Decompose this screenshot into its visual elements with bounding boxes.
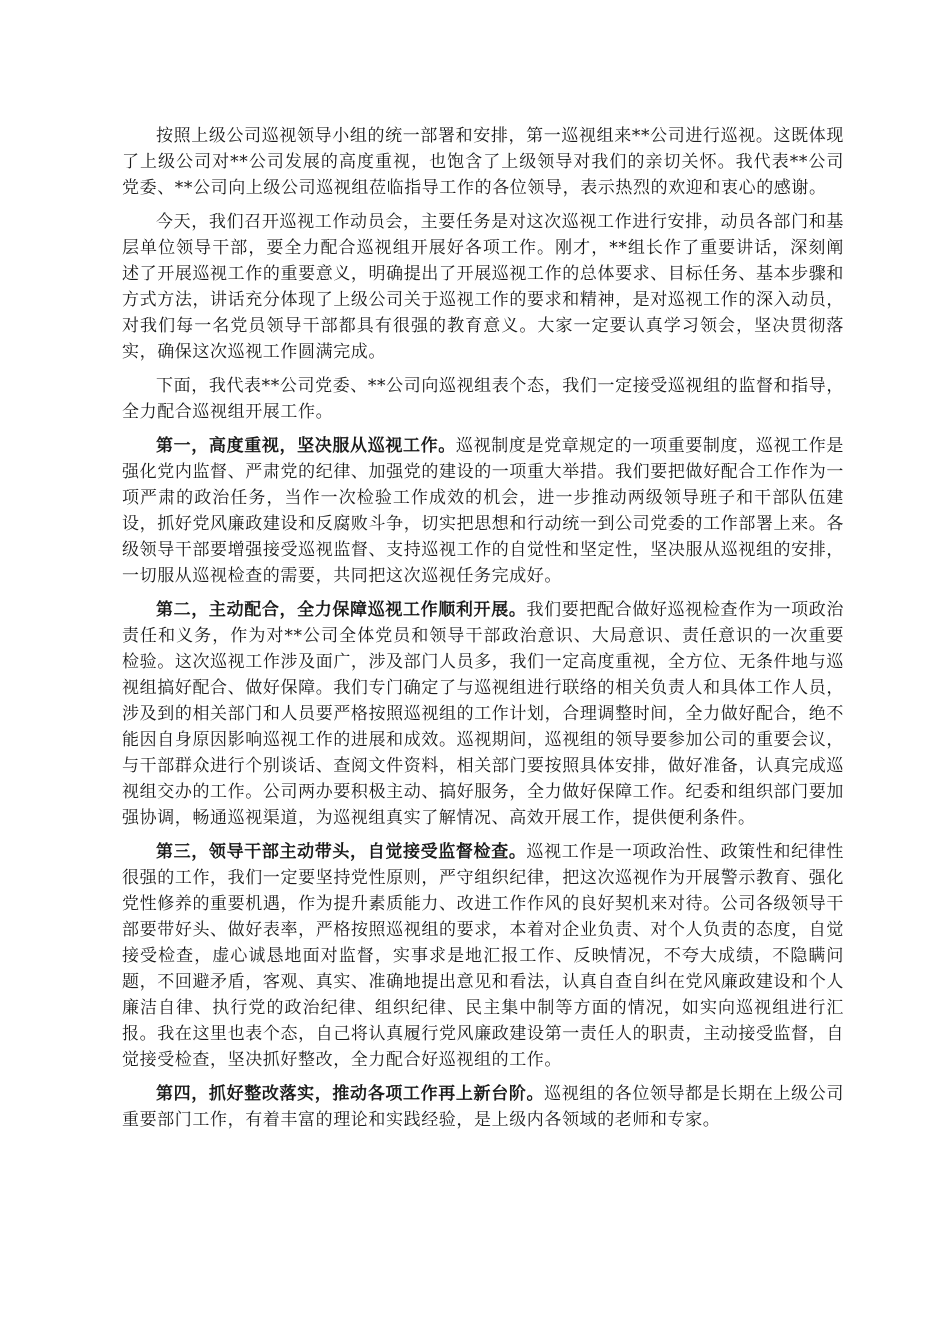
paragraph-text: 巡视工作是一项政治性、政策性和纪律性很强的工作，我们一定要坚持党性原则，严守组织纪律，把这次巡视作为开展警示教育、强化党性修养的重要机遇，作为提升素质能力、改进工作作风的良好契机来对待。公司各级领导干部要带好头、做好表率，严格按照巡视组的要求，本着对企业负责、对个人负责的态度，自觉接受检查，虚心诚恳地面对监督，实事求是地汇报工作、反映情况，不夸大成绩，不隐瞒问题，不回避矛盾，客观、真实、准确地提出意见和看法，认真自查自纠在党风廉政建设和个人廉洁自律、执行党的政治纪律、组织纪律、民主集中制等方面的情况，如实向巡视组进行汇报。我在这里也表个态，自己将认真履行党风廉政建设第一责任人的职责，主动接受监督，自觉接受检查，坚决抓好整改，全力配合好巡视组的工作。	[122, 842, 844, 1070]
paragraph-text: 下面，我代表**公司党委、**公司向巡视组表个态，我们一定接受巡视组的监督和指导，全力配合巡视组开展工作。	[122, 376, 844, 422]
paragraph-text: 巡视组的各位领导都是长期在上级公司重要部门工作，有着丰富的理论和实践经验，是上级内各领域的老师和专家。	[122, 1084, 844, 1130]
paragraph-text: 巡视制度是党章规定的一项重要制度，巡视工作是强化党内监督、严肃党的纪律、加强党的建设的一项重大举措。我们要把做好配合工作作为一项严肃的政治任务，当作一次检验工作成效的机会，进一步推动两级领导班子和干部队伍建设，抓好党风廉政建设和反腐败斗争，切实把思想和行动统一到公司党委的工作部署上来。各级领导干部要增强接受巡视监督、支持巡视工作的自觉性和坚定性，坚决服从巡视组的安排，一切服从巡视检查的需要，共同把这次巡视任务完成好。	[122, 436, 845, 586]
paragraph-point-4	[122, 1081, 844, 1133]
paragraph-lead: 第一，高度重视，坚决服从巡视工作。	[156, 436, 456, 456]
paragraph-point-2	[122, 597, 844, 831]
paragraph-lead: 第四，抓好整改落实，推动各项工作再上新台阶。	[156, 1084, 545, 1104]
paragraph-text: 今天，我们召开巡视工作动员会，主要任务是对这次巡视工作进行安排，动员各部门和基层单位领导干部，要全力配合巡视组开展好各项工作。刚才，**组长作了重要讲话，深刻阐述了开展巡视工作的重要意义，明确提出了开展巡视工作的总体要求、目标任务、基本步骤和方式方法，讲话充分体现了上级公司关于巡视工作的要求和精神，是对巡视工作的深入动员，对我们每一名党员领导干部都具有很强的教育意义。大家一定要认真学习领会，坚决贯彻落实，确保这次巡视工作圆满完成。	[122, 212, 844, 362]
paragraph-statement	[122, 373, 844, 425]
paragraph-point-3	[122, 839, 844, 1073]
paragraph-meeting	[122, 209, 844, 365]
paragraph-lead: 第三，领导干部主动带头，自觉接受监督检查。	[156, 842, 527, 862]
paragraph-lead: 第二，主动配合，全力保障巡视工作顺利开展。	[156, 600, 527, 620]
paragraph-point-1	[122, 433, 844, 589]
document-body	[122, 123, 844, 1141]
paragraph-intro	[122, 123, 844, 201]
paragraph-text: 我们要把配合做好巡视检查作为一项政治责任和义务，作为对**公司全体党员和领导干部政治意识、大局意识、责任意识的一次重要检验。这次巡视工作涉及面广，涉及部门人员多，我们一定高度重视，全方位、无条件地与巡视组搞好配合、做好保障。我们专门确定了与巡视组进行联络的相关负责人和具体工作人员，涉及到的相关部门和人员要严格按照巡视组的工作计划，合理调整时间，全力做好配合，绝不能因自身原因影响巡视工作的进展和成效。巡视期间，巡视组的领导要参加公司的重要会议，与干部群众进行个别谈话、查阅文件资料，相关部门要按照具体安排，做好准备，认真完成巡视组交办的工作。公司两办要积极主动、搞好服务，全力做好保障工作。纪委和组织部门要加强协调，畅通巡视渠道，为巡视组真实了解情况、高效开展工作，提供便利条件。	[122, 600, 844, 828]
paragraph-text: 按照上级公司巡视领导小组的统一部署和安排，第一巡视组来**公司进行巡视。这既体现了上级公司对**公司发展的高度重视，也饱含了上级领导对我们的亲切关怀。我代表**公司党委、**公司向上级公司巡视组莅临指导工作的各位领导，表示热烈的欢迎和衷心的感谢。	[122, 126, 844, 198]
